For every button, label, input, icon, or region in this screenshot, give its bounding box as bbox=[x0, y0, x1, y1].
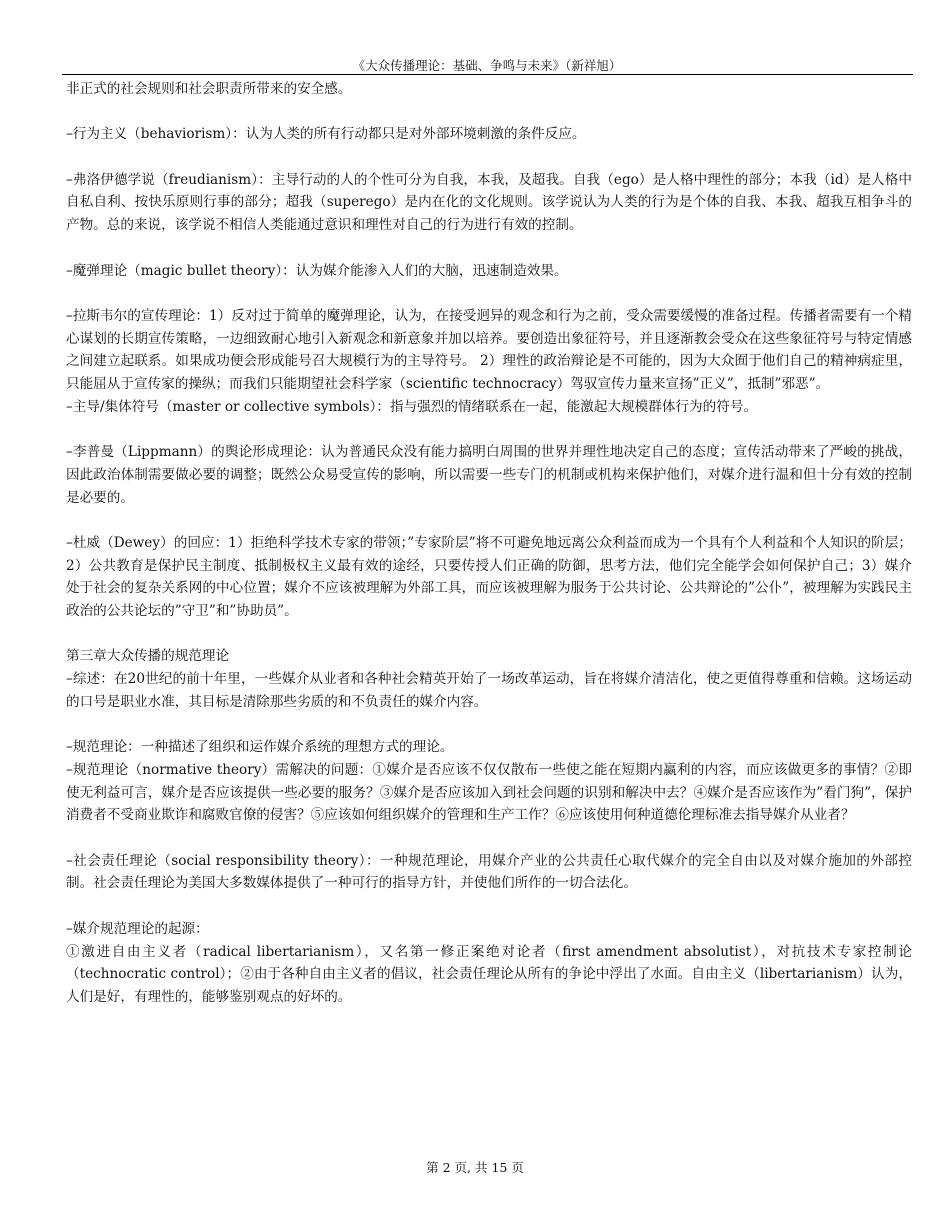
magic-bullet-paragraph: –魔弹理论（magic bullet theory）：认为媒介能渗入人们的大脑，迅速制造效果。 bbox=[66, 262, 568, 279]
page-body bbox=[66, 78, 912, 1009]
continuation-paragraph: 非正式的社会规则和社会职责所带来的安全感。 bbox=[66, 81, 352, 97]
paragraph-gap bbox=[66, 509, 912, 532]
lippmann-paragraph: –李普曼（Lippmann）的舆论形成理论：认为普通民众没有能力搞明白周围的世界并理性地决定自己的态度；宣传活动带来了严峻的挑战，因此政治体制需要做必要的调整；既然公众易受宣传的影响，所以需要一些专门的机制或机构来保护他们，对媒介进行温和但十分有效的控制是必要的。 bbox=[66, 444, 912, 506]
lasswell-paragraph: –拉斯韦尔的宣传理论：1）反对过于简单的魔弹理论，认为，在接受迥异的观念和行为之前，受众需要缓慢的准备过程。传播者需要有一个精心谋划的长期宣传策略，一边细致耐心地引入新观念和新意象并加以培养。要创造出象征符号，并且逐渐教会受众在这些象征符号与特定情感之间建立起联系。如果成功便会形成能号召大规模行为的主导符号。 2）理性的政治辩论是不可能的，因为大众囿于他们自己的精神病症里，只能屈从于宣传家的操纵；而我们只能期望社会科学家（scientific technocracy）驾驭宣传力量来宣扬”正义”，抵制”邪恶”。 bbox=[66, 307, 912, 393]
running-header: 《大众传播理论：基础、争鸣与未来》（新祥旭） bbox=[352, 58, 622, 73]
paragraph-gap bbox=[66, 101, 912, 124]
paragraph-gap bbox=[66, 714, 912, 737]
social-responsibility-paragraph: –社会责任理论（social responsibility theory）：一种规范理论，用媒介产业的公共责任心取代媒介的完全自由以及对媒介施加的外部控制。社会责任理论为美国大多数媒体提供了一种可行的指导方针，并使他们所作的一切合法化。 bbox=[66, 852, 912, 892]
paragraph-gap bbox=[66, 237, 912, 260]
behaviorism-paragraph: –行为主义（behaviorism）：认为人类的所有行动都只是对外部环境刺激的条件反应。 bbox=[66, 126, 586, 143]
normative-definition-paragraph: –规范理论：一种描述了组织和运作媒介系统的理想方式的理论。 bbox=[66, 739, 454, 756]
origins-paragraph: ①激进自由主义者（radical libertarianism），又名第一修正案绝对论者（first amendment absolutist），对抗技术专家控制论（technocratic control）；②由于各种自由主义者的倡议，社会责任理论从所有的争论中浮出了水面。自由主义（libertarianism）认为，人们是好，有理性的，能够鉴别观点的好坏的。 bbox=[66, 943, 912, 1005]
freudianism-paragraph: –弗洛伊德学说（freudianism）：主导行动的人的个性可分为自我，本我，及超我。自我（ego）是人格中理性的部分；本我（id）是人格中自私自利、按快乐原则行事的部分；超我（superego）是内在化的文化规则。该学说认为人类的行为是个体的自我、本我、超我互相争斗的产物。总的来说，该学说不相信人类能通过意识和理性对自己的行为进行有效的控制。 bbox=[66, 171, 912, 234]
overview-paragraph: –综述：在20世纪的前十年里，一些媒介从业者和各种社会精英开始了一场改革运动，旨在将媒介清洁化，使之更值得尊重和信赖。这场运动的口号是职业水准，其目标是清除那些劣质的和不负责任的媒介内容。 bbox=[66, 671, 912, 710]
paragraph-gap bbox=[66, 827, 912, 850]
chapter-3-heading: 第三章大众传播的规范理论 bbox=[66, 648, 230, 665]
master-symbols-paragraph: –主导/集体符号（master or collective symbols）：指与强烈的情绪联系在一起，能激起大规模群体行为的符号。 bbox=[66, 398, 758, 415]
paragraph-gap bbox=[66, 282, 912, 305]
origins-heading: –媒介规范理论的起源： bbox=[66, 920, 209, 937]
normative-questions-paragraph: –规范理论（normative theory）需解决的问题：①媒介是否应该不仅仅散布一些使之能在短期内赢利的内容，而应该做更多的事情？②即使无利益可言，媒介是否应该提供一些必要的服务？③媒介是否应该加入到社会问题的识别和解决中去？④媒介是否应该作为”看门狗”，保护消费者不受商业欺诈和腐败官僚的侵害？⑤应该如何组织媒介的管理和生产工作？⑥应该使用何种道德伦理标准去指导媒介从业者？ bbox=[66, 761, 912, 824]
page-number-footer: 第 2 页, 共 15 页 bbox=[426, 1160, 524, 1175]
paragraph-gap bbox=[66, 623, 912, 646]
paragraph-gap bbox=[66, 146, 912, 169]
paragraph-gap bbox=[66, 418, 912, 441]
header-divider bbox=[62, 74, 913, 75]
paragraph-gap bbox=[66, 895, 912, 918]
dewey-paragraph: –杜威（Dewey）的回应：1）拒绝科学技术专家的带领；”专家阶层”将不可避免地远离公众利益而成为一个具有个人利益和个人知识的阶层；2）公共教育是保护民主制度、抵制极权主义最有效的途经，只要传授人们正确的防御，思考方法，他们完全能学会如何保护自己；3）媒介处于社会的复杂关系网的中心位置；媒介不应该被理解为外部工具，而应该被理解为服务于公共讨论、公共辩论的”公仆”，被理解为实践民主政治的公共论坛的”守卫”和”协助员”。 bbox=[66, 534, 912, 620]
